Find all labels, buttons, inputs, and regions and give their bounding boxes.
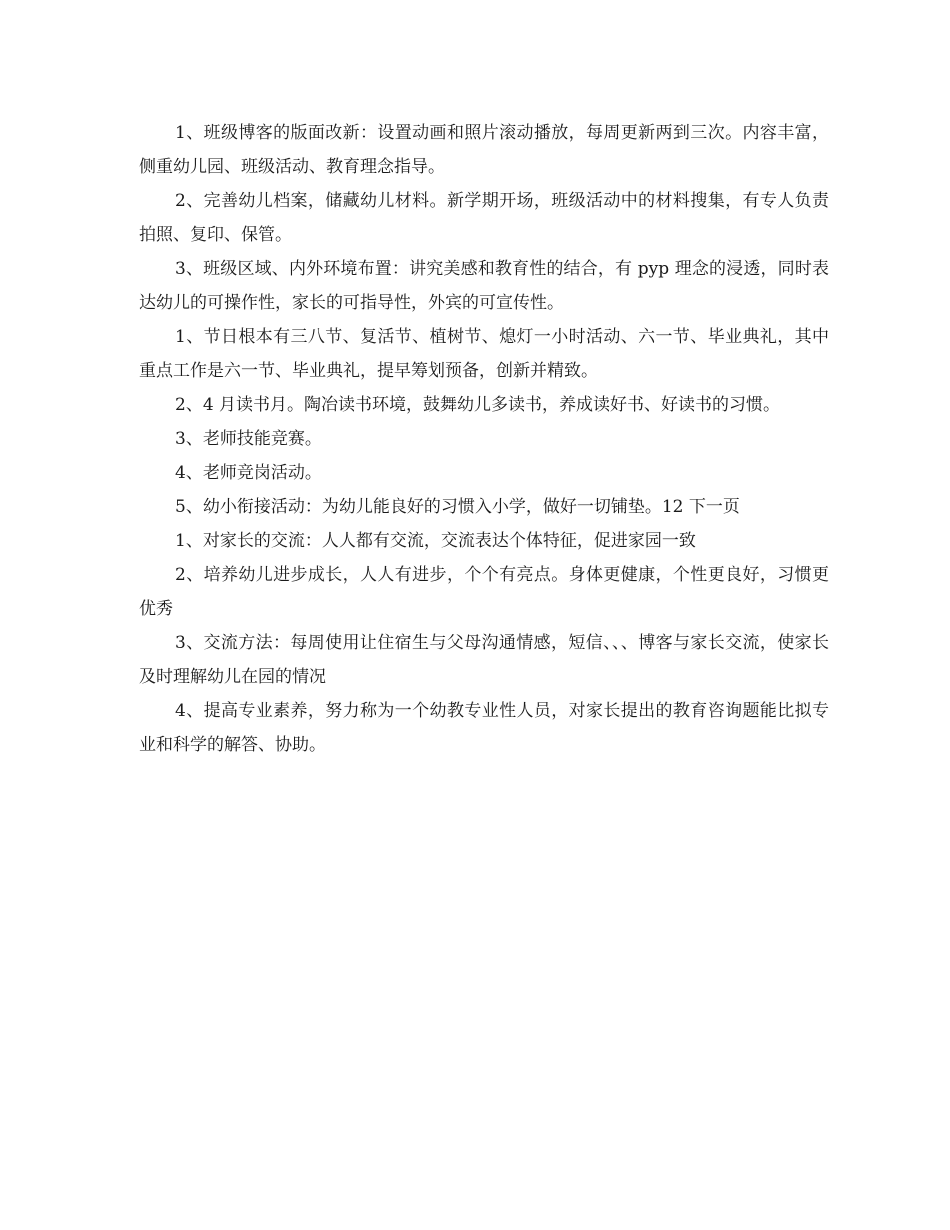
paragraph-teacher-posts: 4、老师竞岗活动。 xyxy=(175,463,322,483)
paragraph-environment-layout: 3、班级区域、内外环境布置：讲究美感和教育性的结合，有 pyp 理念的浸透，同时表达幼儿的可操作性，家长的可指导性，外宾的可宣传性。 xyxy=(139,259,829,313)
paragraph-child-archives: 2、完善幼儿档案，储藏幼儿材料。新学期开场，班级活动中的材料搜集，有专人负责拍照、复印、保管。 xyxy=(139,191,829,245)
paragraph-communication-methods: 3、交流方法：每周使用让住宿生与父母沟通情感，短信、、、博客与家长交流，使家长及时理解幼儿在园的情况 xyxy=(139,633,829,687)
paragraph-child-growth: 2、培养幼儿进步成长，人人有进步，个个有亮点。身体更健康，个性更良好，习惯更优秀 xyxy=(139,565,829,619)
paragraph-professional-quality: 4、提高专业素养，努力称为一个幼教专业性人员，对家长提出的教育咨询题能比拟专业和科学的解答、协助。 xyxy=(139,701,829,755)
paragraph-blog-redesign: 1、班级博客的版面改新：设置动画和照片滚动播放，每周更新两到三次。内容丰富，侧重幼儿园、班级活动、教育理念指导。 xyxy=(139,123,829,177)
paragraph-teacher-skills: 3、老师技能竞赛。 xyxy=(175,429,322,449)
paragraph-school-transition: 5、幼小衔接活动：为幼儿能良好的习惯入小学，做好一切铺垫。12 下一页 xyxy=(175,497,740,517)
document-body xyxy=(139,116,829,762)
paragraph-parent-communication: 1、对家长的交流：人人都有交流，交流表达个体特征，促进家园一致 xyxy=(175,531,696,551)
paragraph-reading-month: 2、4 月读书月。陶冶读书环境，鼓舞幼儿多读书，养成读好书、好读书的习惯。 xyxy=(175,395,781,415)
paragraph-holidays: 1、节日根本有三八节、复活节、植树节、熄灯一小时活动、六一节、毕业典礼，其中重点工作是六一节、毕业典礼，提早筹划预备，创新并精致。 xyxy=(139,327,829,381)
